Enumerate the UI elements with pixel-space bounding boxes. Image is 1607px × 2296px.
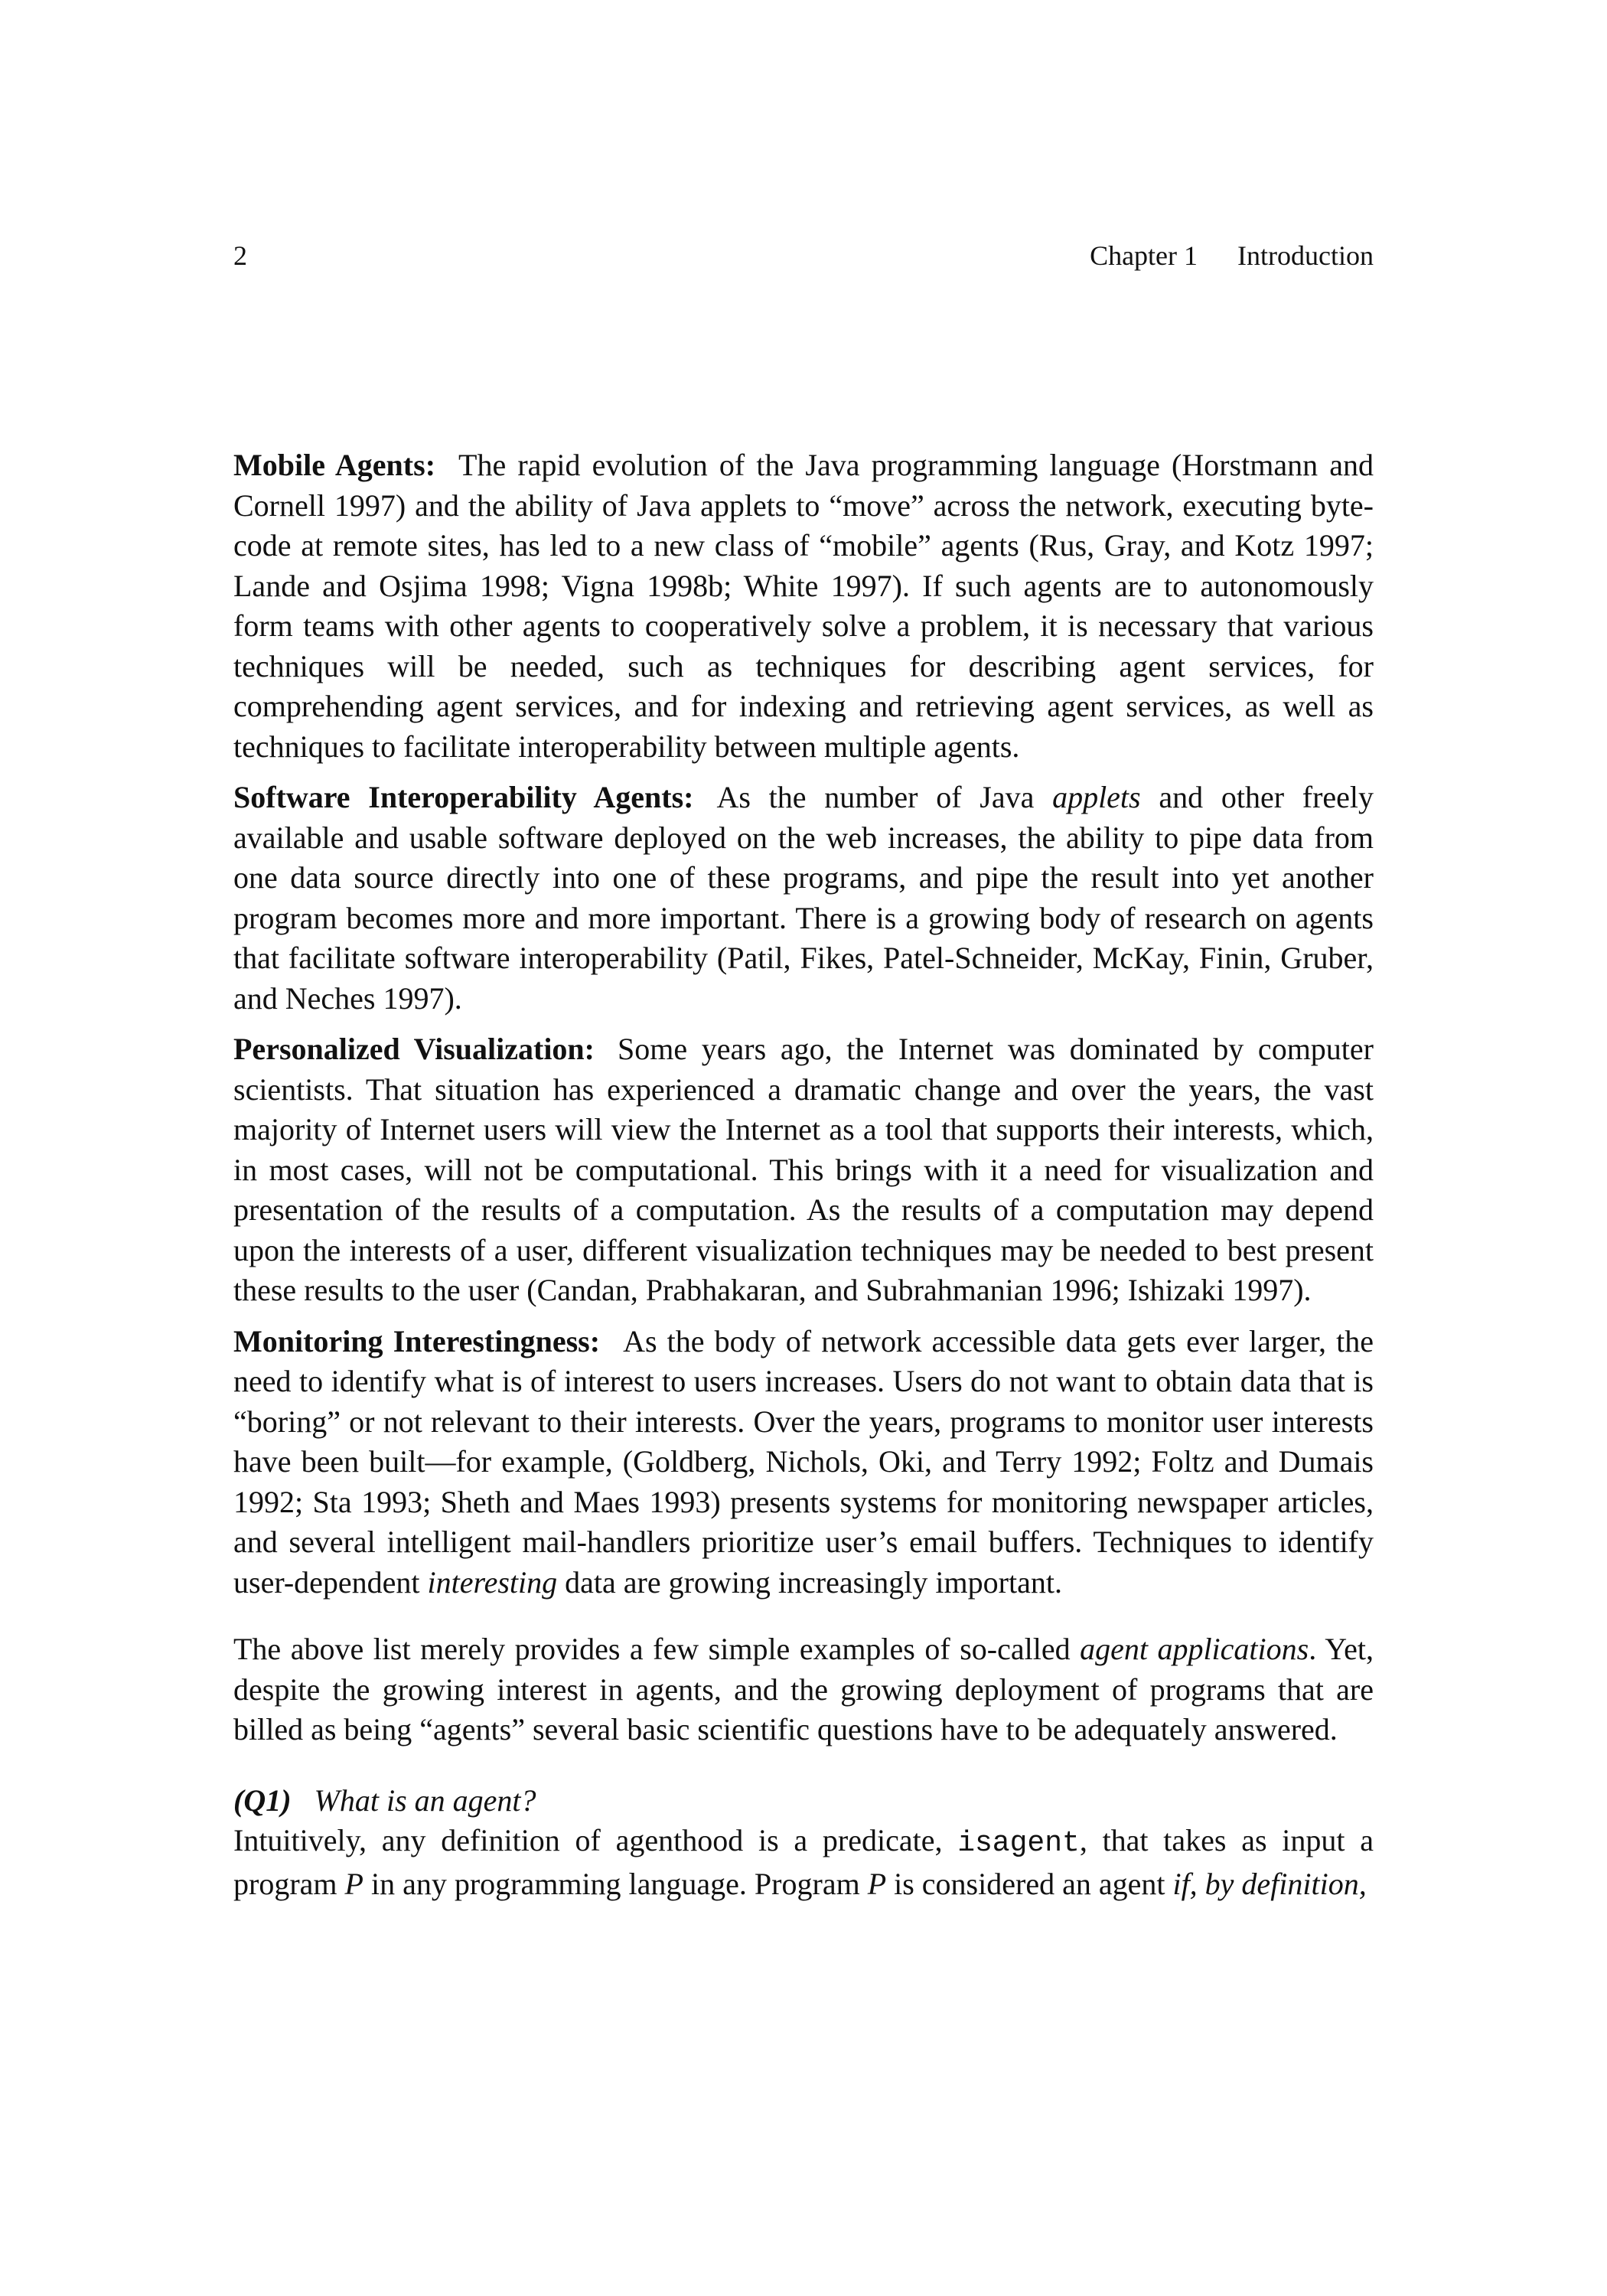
definition-text-d: is considered an agent xyxy=(886,1866,1173,1901)
code-isagent: isagent xyxy=(957,1827,1080,1860)
entry-mobile-agents xyxy=(233,445,1374,767)
summary-paragraph xyxy=(233,1629,1374,1750)
entry-text: The rapid evolution of the Java programming language (Horstmann and Cornell 1997) and the ability of Java applets to “move” across the network, executing byte-code at remote sites, has led to a new class of “mobile” agents (Rus, Gray, and Kotz 1997; Lande and Osjima 1998; Vigna 1998b; White 1997). If such agents are to autonomously form teams with other agents to cooperatively solve a problem, it is necessary that various techniques will be needed, such as techniques for describing agent services, for comprehending agent services, and for indexing and retrieving agent services, as well as techniques to facilitate interoperability between multiple agents. xyxy=(233,448,1374,764)
variable-p-second: P xyxy=(867,1866,887,1901)
emphasis-if-by-definition: if, by definition, xyxy=(1172,1866,1367,1901)
question-text: What is an agent? xyxy=(314,1782,536,1818)
definition-text-b: , that takes as input a program xyxy=(233,1823,1374,1901)
entry-text: As the body of network accessible data gets ever larger, the need to identify what is of interest to users increases. Users do not want to obtain data that is “boring” or not relevant to their interests. Over the years, programs to monitor user interests have been built—for example, (Goldberg, Nichols, Oki, and Terry 1992; Foltz and Dumais 1992; Sta 1993; Sheth and Maes 1993) presents systems for monitoring newspaper articles, and several intelligent mail-handlers prioritize user’s email buffers. Techniques to identify user-dependent xyxy=(233,1323,1374,1600)
page-number: 2 xyxy=(233,240,247,271)
entry-text: As the number of Java xyxy=(716,780,1053,814)
running-head xyxy=(1090,239,1374,272)
summary-text: The above list merely provides a few simple examples of so-called xyxy=(233,1632,1081,1666)
entry-text-cont: and other freely available and usable software deployed on the web increases, the ability to pipe data from one data source directly into one of these programs, and pipe the result into yet another program becomes more and more important. There is a growing body of research on agents that facilitate software interoperability (Patil, Fikes, Patel-Schneider, McKay, Finin, Gruber, and Neches 1997). xyxy=(233,780,1374,1016)
entry-term: Mobile Agents: xyxy=(233,448,436,482)
emphasis-applets: applets xyxy=(1052,780,1141,814)
entry-personalized-visualization xyxy=(233,1029,1374,1311)
question-q1 xyxy=(233,1781,1374,1821)
question-label: (Q1) xyxy=(233,1782,292,1818)
page-body xyxy=(233,445,1374,1904)
summary-text-cont: . Yet, despite the growing interest in agents, and the growing deployment of programs that are billed as being “agents” several basic scientific questions have to be adequately answered. xyxy=(233,1632,1374,1746)
definition-paragraph xyxy=(233,1821,1374,1904)
definition-text: Intuitively, any definition of agenthood is a predicate, xyxy=(233,1823,958,1857)
entry-software-interoperability-agents xyxy=(233,778,1374,1019)
variable-p: P xyxy=(344,1866,363,1901)
entry-term: Monitoring Interestingness: xyxy=(233,1323,601,1358)
emphasis-agent-applications: agent applications xyxy=(1080,1632,1309,1666)
entry-text-cont: data are growing increasingly important. xyxy=(557,1564,1062,1600)
definition-text-c: in any programming language. Program xyxy=(363,1866,868,1901)
entry-term: Personalized Visualization: xyxy=(233,1032,595,1066)
chapter-label: Chapter 1 xyxy=(1090,240,1198,271)
entry-text: Some years ago, the Internet was dominated by computer scientists. That situation has experienced a dramatic change and over the years, the vast majority of Internet users will view the Internet as a tool that supports their interests, which, in most cases, will not be computational. This brings with it a need for visualization and presentation of the results of a computation. As the results of a computation may depend upon the interests of a user, different visualization techniques may be needed to best present these results to the user (Candan, Prabhakaran, and Subrahmanian 1996; Ishizaki 1997). xyxy=(233,1032,1374,1307)
emphasis-interesting: interesting xyxy=(427,1564,558,1600)
entry-term: Software Interoperability Agents: xyxy=(233,780,694,814)
entry-monitoring-interestingness xyxy=(233,1322,1374,1603)
chapter-title: Introduction xyxy=(1237,240,1374,271)
